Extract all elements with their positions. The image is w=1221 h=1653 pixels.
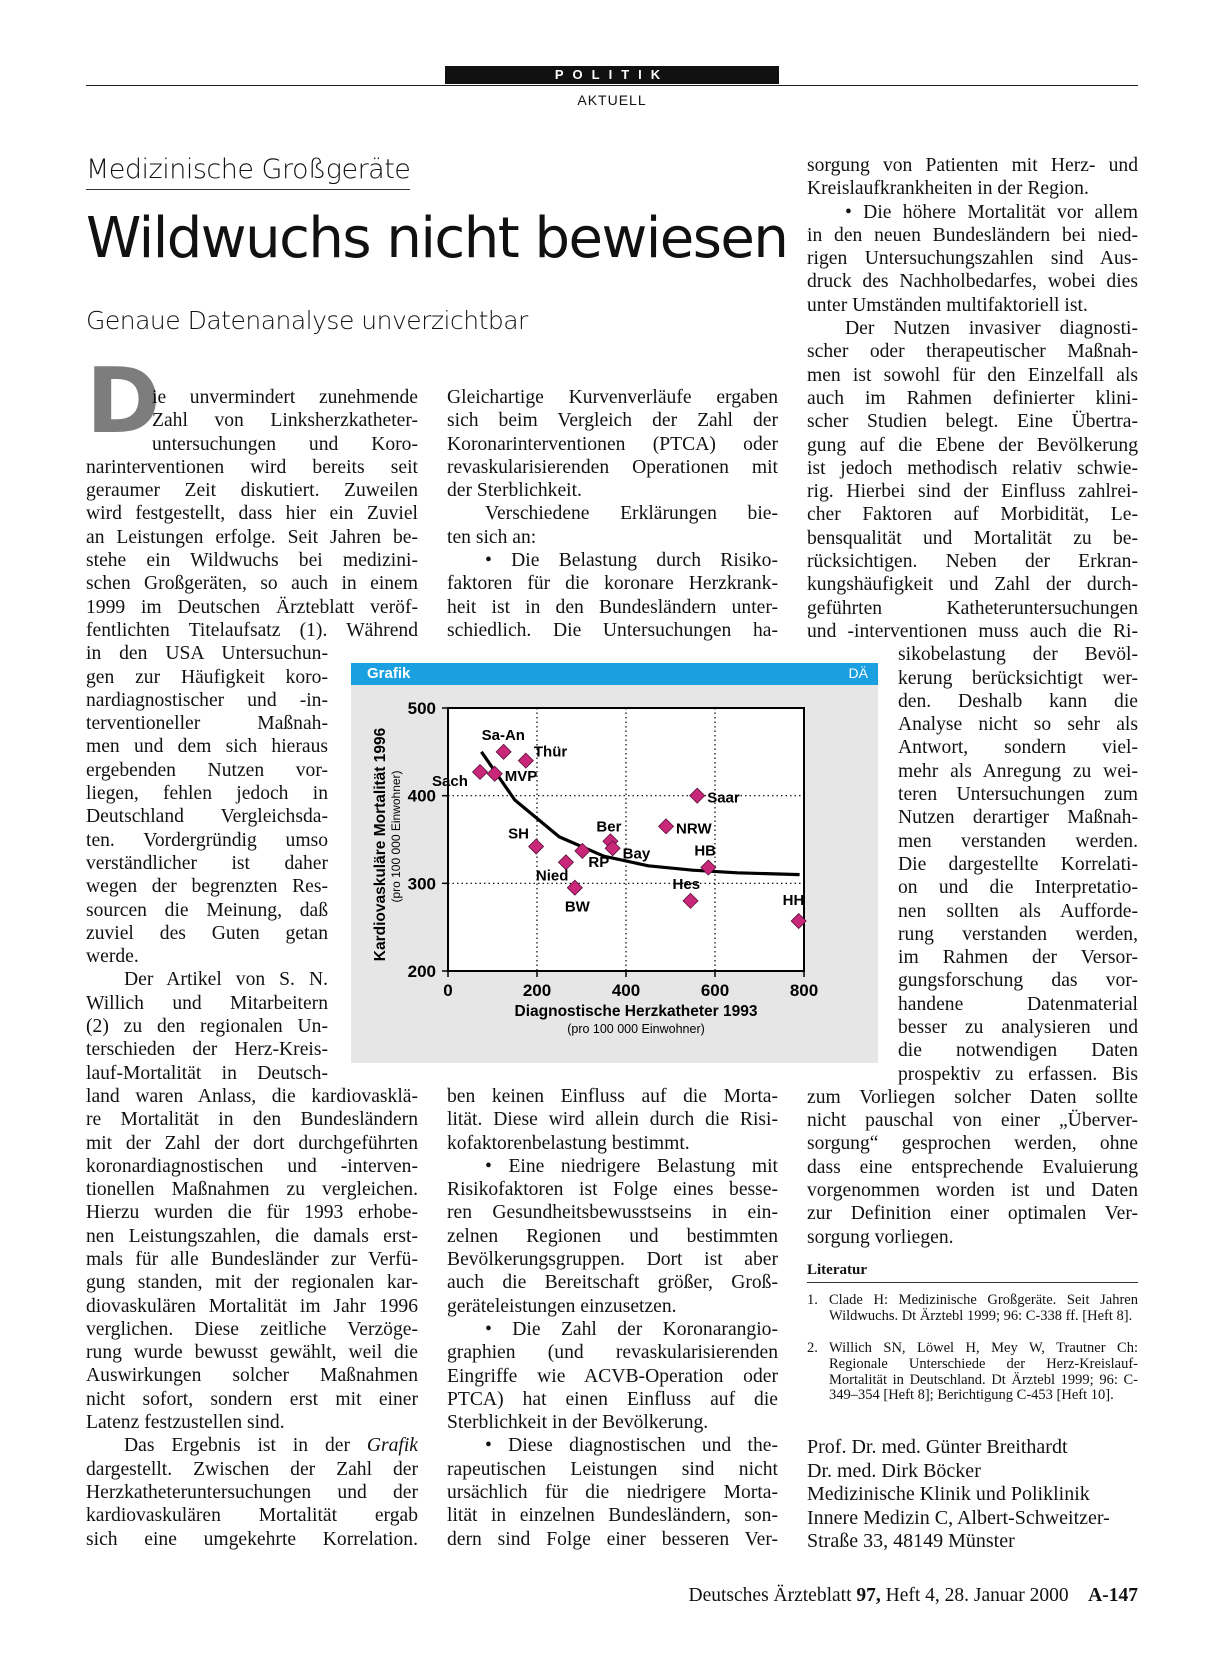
text-line: (2) zu den regionalen Un- bbox=[86, 1016, 328, 1038]
text-line: stehe ein Wildwuchs bei medizini- bbox=[86, 550, 418, 572]
text-line: kofaktorenbelastung bestimmt. bbox=[447, 1132, 690, 1154]
text-line: re Mortalität in den Bundesländern bbox=[86, 1109, 418, 1131]
text-line: zum Vorliegen solcher Daten sollte bbox=[807, 1086, 1138, 1108]
scatter-chart bbox=[351, 663, 878, 1063]
text-line: geräteleistungen einzusetzen. bbox=[447, 1295, 677, 1317]
text-line: Gleichartige Kurvenverläufe ergaben bbox=[447, 387, 778, 408]
text-line: rücksichtigen. Neben der Erkran- bbox=[807, 551, 1138, 573]
text-line: dern sind Folge einer besseren Ver- bbox=[447, 1528, 778, 1550]
text-line: nen sollten als Aufforde- bbox=[898, 900, 1138, 922]
literature-rule bbox=[807, 1282, 1138, 1283]
reference-text: Clade H: Medizinische Großgeräte. Seit Jahren Wildwuchs. Dt Ärztebl 1999; 96: C-338 ff. [Heft 8]. bbox=[829, 1292, 1138, 1324]
text-line: wegen der begrenzten Res- bbox=[86, 876, 328, 898]
point-label: Hes bbox=[672, 875, 701, 893]
text-line: narinterventionen wird bereits seit bbox=[86, 456, 418, 478]
text-line: schiedlich. Die Untersuchungen ha- bbox=[447, 619, 778, 641]
text-line: unter Umständen multifaktoriell ist. bbox=[807, 294, 1088, 316]
figure-chart bbox=[351, 663, 878, 1063]
column-2-bottom bbox=[447, 1085, 778, 1551]
text-line: Koronarinterventionen (PTCA) oder bbox=[447, 433, 778, 455]
article-headline: Wildwuchs nicht bewiesen bbox=[86, 206, 788, 271]
text-line: mals für alle Bundesländer zur Verfü- bbox=[86, 1248, 418, 1270]
text-line: • Die höhere Mortalität vor allem bbox=[845, 201, 1138, 223]
author-line: Medizinische Klinik und Poliklinik bbox=[807, 1483, 1090, 1505]
literature-heading: Literatur bbox=[807, 1262, 867, 1278]
reference-number: 1. bbox=[807, 1292, 818, 1308]
author-block bbox=[807, 1436, 1110, 1554]
point-label: Ber bbox=[596, 818, 622, 836]
text-line: kerung berücksichtigt wer- bbox=[898, 667, 1138, 689]
text-line: scher oder therapeutischer Maßnah- bbox=[807, 341, 1138, 363]
text-line: geraumer Zeit diskutiert. Zuweilen bbox=[86, 480, 418, 502]
text-line: auch im Rahmen definierter klini- bbox=[807, 387, 1138, 409]
text-line: rapeutischen Leistungen sind nicht bbox=[447, 1458, 778, 1480]
text-line: nicht pauschal von einer „Überver- bbox=[807, 1110, 1138, 1132]
text-line: dass eine entsprechende Evaluierung bbox=[807, 1156, 1138, 1178]
text-line: Willich und Mitarbeitern bbox=[86, 992, 328, 1014]
figure-label: Grafik bbox=[367, 665, 411, 682]
article-subheadline: Genaue Datenanalyse unverzichtbar bbox=[86, 306, 528, 335]
text-line: lauf-Mortalität in Deutsch- bbox=[86, 1062, 328, 1084]
text-line: ten sich an: bbox=[447, 526, 537, 548]
text-line: rung wurde bewusst gewählt, weil die bbox=[86, 1342, 418, 1364]
text-line: Auswirkungen solcher Maßnahmen bbox=[86, 1365, 418, 1387]
text-line: der Sterblichkeit. bbox=[447, 480, 582, 502]
text-line: gung standen, mit der regionalen kar- bbox=[86, 1272, 418, 1294]
text-line: zelnen Regionen und bestimmten bbox=[447, 1225, 778, 1247]
text-line: koronardiagnostischen und -interven- bbox=[86, 1155, 418, 1177]
text-line: fentlichten Titelaufsatz (1). Während bbox=[86, 619, 418, 641]
text-line: ren Gesundheitsbewusstseins in ein- bbox=[447, 1202, 778, 1224]
x-tick-label: 800 bbox=[789, 981, 819, 1000]
text-line: mehr als Anregung zu wei- bbox=[898, 760, 1138, 782]
point-label: NRW bbox=[676, 820, 712, 838]
text-line: nardiagnostischer und -in- bbox=[86, 689, 328, 711]
text-line: ursächlich für die niedrigere Morta- bbox=[447, 1482, 778, 1504]
subrubric: AKTUELL bbox=[577, 92, 647, 108]
point-label: HH bbox=[782, 892, 805, 910]
journal-name: Deutsches Ärzteblatt bbox=[688, 1585, 852, 1606]
text-line: wird festgestellt, dass hier ein Zuviel bbox=[86, 503, 418, 525]
text-line: untersuchungen und Koro- bbox=[152, 433, 418, 455]
text-line: scher Studien belegt. Eine Übertra- bbox=[807, 411, 1138, 433]
point-label: Bay bbox=[622, 845, 651, 863]
text-line: verständlicher ist daher bbox=[86, 852, 328, 874]
text-line: • Die Belastung durch Risiko- bbox=[485, 550, 778, 572]
text-line: Hierzu wurden die für 1993 erhobe- bbox=[86, 1202, 418, 1224]
journal-issue: Heft 4, 28. Januar 2000 bbox=[885, 1585, 1069, 1606]
text-line: Bevölkerungsgruppen. Dort ist aber bbox=[447, 1249, 778, 1271]
y-tick-label: 200 bbox=[407, 962, 436, 981]
text-line: sorgung von Patienten mit Herz- und bbox=[807, 155, 1138, 176]
text-line: in den USA Untersuchun- bbox=[86, 643, 328, 665]
figure-source: DÄ bbox=[848, 665, 868, 681]
author-line: Prof. Dr. med. Günter Breithardt bbox=[807, 1436, 1068, 1458]
text-line: Kreislaufkrankheiten in der Region. bbox=[807, 178, 1089, 200]
text-line: • Eine niedrigere Belastung mit bbox=[485, 1155, 778, 1177]
text-line: prospektiv zu erfassen. Bis bbox=[898, 1063, 1138, 1085]
text-line: besser zu analysieren und bbox=[898, 1016, 1138, 1038]
text-line: verglichen. Diese zeitliche Verzöge- bbox=[86, 1318, 418, 1340]
journal-volume: 97, bbox=[856, 1585, 881, 1606]
text-line: kungshäufigkeit und Zahl der durch- bbox=[807, 574, 1138, 596]
text-line: lität in einzelnen Bundesländern, son- bbox=[447, 1505, 778, 1527]
text-line: on und die Interpretatio- bbox=[898, 877, 1138, 899]
text-line: nicht sofort, sondern erst mit einer bbox=[86, 1388, 418, 1410]
reference-number: 2. bbox=[807, 1340, 818, 1356]
text-line: sikobelastung der Bevöl- bbox=[898, 644, 1138, 666]
drop-cap: D bbox=[86, 349, 161, 454]
text-line: gungsforschung das vor- bbox=[898, 970, 1138, 992]
text-line: diovaskulären Mortalität im Jahr 1996 bbox=[86, 1295, 418, 1317]
y-axis-title: Kardiovaskuläre Mortalität 1996 bbox=[372, 727, 389, 962]
text-line: graphien (und revaskularisierenden bbox=[447, 1342, 778, 1364]
text-line: kardiovaskulären Mortalität ergab bbox=[86, 1505, 418, 1527]
author-line: Dr. med. Dirk Böcker bbox=[807, 1459, 981, 1482]
author-line: Innere Medizin C, Albert-Schweitzer- bbox=[807, 1506, 1110, 1529]
text-line: ist jedoch methodisch relativ schwie- bbox=[807, 457, 1138, 479]
text-line: Der Nutzen invasiver diagnosti- bbox=[845, 318, 1138, 340]
x-tick-label: 600 bbox=[700, 981, 730, 1000]
reference-item bbox=[807, 1293, 1138, 1325]
text-line: terschieden der Herz-Kreis- bbox=[86, 1039, 328, 1061]
x-axis-title: Diagnostische Herzkatheter 1993 bbox=[514, 1003, 758, 1020]
text-line: men verstanden werden. bbox=[898, 830, 1138, 852]
rubric-bar: POLITIK bbox=[445, 66, 779, 84]
point-label: Sa-An bbox=[481, 726, 525, 744]
text-line: 1999 im Deutschen Ärzteblatt veröf- bbox=[86, 596, 418, 618]
text-line: zur Definition einer optimalen Ver- bbox=[807, 1203, 1138, 1225]
point-label: Saar bbox=[707, 789, 740, 807]
text-line: gen zur Häufigkeit koro- bbox=[86, 666, 328, 688]
text-line: ergebenden Nutzen vor- bbox=[86, 759, 328, 781]
page-footer bbox=[600, 1585, 1138, 1607]
author-line: Straße 33, 48149 Münster bbox=[807, 1530, 1015, 1552]
text-line: und -interventionen muss auch die Ri- bbox=[807, 620, 1138, 642]
text-line: vorgenommen worden ist und Daten bbox=[807, 1180, 1138, 1202]
point-label: SH bbox=[508, 825, 529, 843]
point-label: MVP bbox=[504, 767, 538, 785]
text-line: Nutzen derartiger Maßnah- bbox=[898, 807, 1138, 829]
text-line: ie unvermindert zunehmende bbox=[152, 387, 418, 408]
y-tick-label: 500 bbox=[407, 699, 436, 718]
text-line: faktoren für die koronare Herzkrank- bbox=[447, 573, 778, 595]
text-line: men ist sowohl für den Einzelfall als bbox=[807, 364, 1138, 386]
text-line: Herzkatheteruntersuchungen und der bbox=[86, 1481, 418, 1503]
y-tick-label: 400 bbox=[407, 786, 436, 806]
text-line: • Diese diagnostischen und the- bbox=[485, 1435, 778, 1457]
point-label: RP bbox=[588, 853, 610, 871]
text-line: werde. bbox=[86, 946, 139, 968]
text-line: Die dargestellte Korrelati- bbox=[898, 853, 1138, 875]
point-label: BW bbox=[564, 898, 590, 916]
text-line: Deutschland Vergleichsda- bbox=[86, 806, 328, 828]
text-line: Das Ergebnis ist in der Grafik bbox=[124, 1435, 418, 1457]
text-line: handene Datenmaterial bbox=[898, 993, 1138, 1015]
text-line: revaskularisierenden Operationen mit bbox=[447, 456, 778, 478]
point-label: Thür bbox=[533, 743, 568, 761]
point-label: Sach bbox=[432, 772, 468, 790]
text-line: cher Faktoren auf Morbidität, Le- bbox=[807, 504, 1138, 526]
text-line: sourcen die Meinung, daß bbox=[86, 899, 328, 921]
text-line: die notwendigen Daten bbox=[898, 1040, 1138, 1062]
text-line: an Leistungen erfolge. Seit Jahren be- bbox=[86, 526, 418, 548]
column-2-top bbox=[447, 386, 778, 642]
text-line: zuviel des Guten getan bbox=[86, 922, 328, 944]
point-label: Nied bbox=[535, 867, 569, 885]
text-line: sich eine umgekehrte Korrelation. bbox=[86, 1528, 418, 1550]
page-number: A-147 bbox=[1088, 1585, 1138, 1606]
text-line: rung verstanden werden, bbox=[898, 923, 1138, 945]
text-line: terventioneller Maßnah- bbox=[86, 713, 328, 735]
reference-item bbox=[807, 1341, 1138, 1404]
x-tick-label: 400 bbox=[611, 981, 641, 1000]
text-line: nen Leistungszahlen, die damals erst- bbox=[86, 1225, 418, 1247]
text-line: bensqualität und Mortalität zu be- bbox=[807, 527, 1138, 549]
reference-text: Willich SN, Löwel H, Mey W, Trautner Ch: Regionale Unterschiede der Herz-Kreislauf-Mortalität in Deutschland. Dt Ärztebl 1999; 96: C-349–354 [Heft 8]; Berichtigung C-453 [Heft 10]. bbox=[829, 1340, 1138, 1404]
text-line: mit der Zahl der dort durchgeführten bbox=[86, 1132, 418, 1154]
text-line: tionellen Maßnahmen zu vergleichen. bbox=[86, 1179, 418, 1201]
text-line: in den neuen Bundesländern bei nied- bbox=[807, 224, 1138, 246]
y-tick-label: 300 bbox=[407, 874, 436, 894]
text-line: ben keinen Einfluss auf die Morta- bbox=[447, 1086, 778, 1107]
text-line: heit ist in den Bundesländern unter- bbox=[447, 596, 778, 618]
text-line: den. Deshalb kann die bbox=[898, 690, 1138, 712]
text-line: geführten Katheteruntersuchungen bbox=[807, 597, 1138, 619]
text-line: Antwort, sondern viel- bbox=[898, 737, 1138, 759]
point-label: HB bbox=[694, 842, 716, 860]
text-line: rig. Hierbei sind der Einfluss zahlrei- bbox=[807, 481, 1138, 503]
text-line: gung auf die Ebene der Bevölkerung bbox=[807, 434, 1138, 456]
text-line: men und dem sich hieraus bbox=[86, 736, 328, 758]
x-tick-label: 0 bbox=[443, 981, 453, 1000]
x-tick-label: 200 bbox=[522, 981, 552, 1000]
text-line: Analyse nicht so sehr als bbox=[898, 714, 1138, 736]
text-line: liegen, fehlen jedoch in bbox=[86, 783, 328, 805]
text-line: schen Großgeräten, so auch in einem bbox=[86, 573, 418, 595]
text-line: • Die Zahl der Koronarangio- bbox=[485, 1318, 778, 1340]
text-line: dargestellt. Zwischen der Zahl der bbox=[86, 1458, 418, 1480]
text-line: Latenz festzustellen sind. bbox=[86, 1412, 285, 1434]
text-line: Eingriffe wie ACVB-Operation oder bbox=[447, 1365, 778, 1387]
text-line: teren Untersuchungen zum bbox=[898, 784, 1138, 806]
text-line: druck des Nachholbedarfes, wobei dies bbox=[807, 271, 1138, 293]
text-line: Der Artikel von S. N. bbox=[124, 969, 328, 991]
article-kicker: Medizinische Großgeräte bbox=[86, 154, 410, 190]
text-line: Sterblichkeit in der Bevölkerung. bbox=[447, 1412, 709, 1434]
y-axis-subtitle: (pro 100 000 Einwohner) bbox=[389, 770, 403, 903]
text-line: auch die Bereitschaft größer, Groß- bbox=[447, 1272, 778, 1294]
text-line: sorgung“ gesprochen werden, ohne bbox=[807, 1133, 1138, 1155]
text-line: lität. Diese wird allein durch die Risi- bbox=[447, 1109, 778, 1131]
text-line: rigen Untersuchungszahlen sind Aus- bbox=[807, 248, 1138, 270]
text-line: Verschiedene Erklärungen bie- bbox=[485, 503, 778, 525]
text-line: im Rahmen der Versor- bbox=[898, 947, 1138, 969]
text-line: land waren Anlass, die kardiovasklä- bbox=[86, 1085, 418, 1107]
text-line: PTCA) hat einen Einfluss auf die bbox=[447, 1388, 778, 1410]
text-line: sorgung vorliegen. bbox=[807, 1226, 954, 1248]
text-line: ten. Vordergründig umso bbox=[86, 829, 328, 851]
x-axis-subtitle: (pro 100 000 Einwohner) bbox=[567, 1022, 705, 1036]
text-line: sich beim Vergleich der Zahl der bbox=[447, 410, 778, 432]
header-rule bbox=[86, 85, 1138, 86]
text-line: Risikofaktoren ist Folge eines besse- bbox=[447, 1179, 778, 1201]
text-line: Zahl von Linksherzkatheter- bbox=[152, 410, 418, 432]
